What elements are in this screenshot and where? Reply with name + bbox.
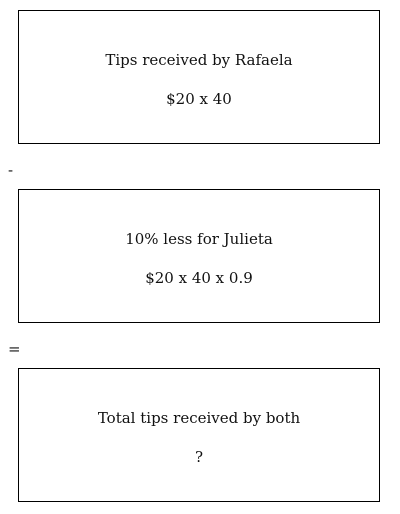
- equals-operator: =: [8, 340, 21, 358]
- julieta-tips-expression: $20 x 40 x 0.9: [145, 269, 253, 287]
- rafaela-tips-label: Tips received by Rafaela: [105, 51, 293, 69]
- total-tips-label: Total tips received by both: [97, 409, 301, 427]
- rafaela-tips-expression: $20 x 40: [166, 90, 232, 108]
- total-tips-expression: ?: [194, 448, 204, 466]
- julieta-tips-box: [18, 189, 380, 323]
- julieta-tips-label: 10% less for Julieta: [125, 230, 273, 248]
- total-tips-box: [18, 368, 380, 502]
- rafaela-tips-box: [18, 10, 380, 144]
- minus-operator: -: [8, 161, 14, 179]
